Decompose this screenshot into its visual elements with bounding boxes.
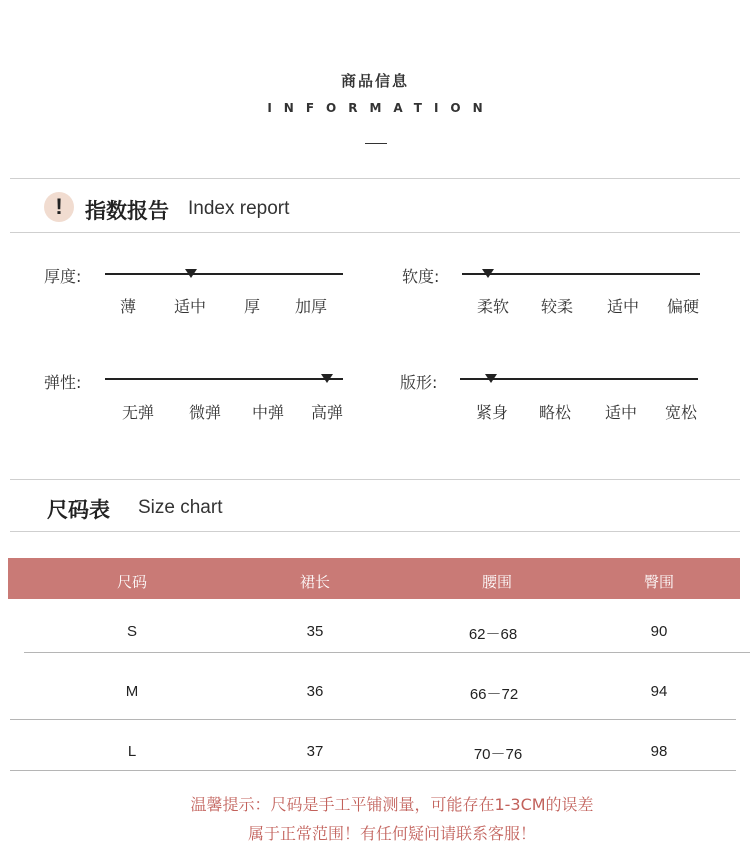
table-cell: 98 [650,743,668,760]
index-option: 紧身 [475,403,508,422]
table-cell: L [127,743,137,760]
index-label: 版形: [400,373,438,392]
index-scale-line [462,273,700,275]
table-cell: M [125,683,139,700]
info-title-cn: 商品信息 [340,72,409,90]
index-option: 偏硬 [666,297,699,316]
index-title-en: Index report [188,198,290,219]
table-cell: 37 [306,743,324,760]
section-divider [10,479,740,480]
table-cell: 66－72 [469,686,519,703]
index-option: 适中 [173,297,206,316]
table-cell: 70－76 [473,746,523,763]
index-scale-line [105,273,343,275]
index-option: 薄 [119,297,136,316]
exclamation-icon: ! [44,192,74,222]
index-option: 宽松 [664,403,697,422]
table-cell: 36 [306,683,324,700]
column-header: 臀围 [643,573,674,591]
index-marker [482,269,494,278]
row-divider [24,652,750,653]
index-option: 适中 [606,297,639,316]
section-divider [10,232,740,233]
index-option: 微弹 [188,403,221,422]
row-divider [10,770,736,771]
index-title-cn: 指数报告 [85,199,169,223]
size-title-en: Size chart [138,497,223,518]
table-cell: 90 [650,623,668,640]
table-cell: 62－68 [468,626,518,643]
index-label: 软度: [402,267,440,286]
row-divider [10,719,736,720]
index-marker [321,374,333,383]
section-divider [10,531,740,532]
measurement-note-line2: 属于正常范围！有任何疑问请联系客服！ [247,824,536,843]
index-option: 略松 [538,403,571,422]
title-divider [365,143,387,144]
size-title-cn: 尺码表 [47,498,110,522]
index-option: 较柔 [540,297,573,316]
info-title-en: INFORMATION [267,101,495,115]
index-marker [485,374,497,383]
table-cell: 94 [650,683,668,700]
index-marker [185,269,197,278]
measurement-note-line1: 温馨提示：尺码是手工平铺测量，可能存在1-3CM的误差 [190,795,594,814]
index-option: 适中 [604,403,637,422]
table-cell: S [126,623,137,640]
column-header: 腰围 [481,573,512,591]
index-option: 无弹 [121,403,154,422]
index-option: 高弹 [310,403,343,422]
column-header: 尺码 [116,573,147,591]
section-divider [10,178,740,179]
index-option: 加厚 [294,297,327,316]
index-label: 厚度: [44,267,82,286]
index-scale-line [105,378,343,380]
column-header: 裙长 [299,573,330,591]
index-label: 弹性: [44,373,82,392]
index-option: 柔软 [476,297,509,316]
index-option: 中弹 [251,403,284,422]
index-option: 厚 [243,297,260,316]
table-cell: 35 [306,623,324,640]
